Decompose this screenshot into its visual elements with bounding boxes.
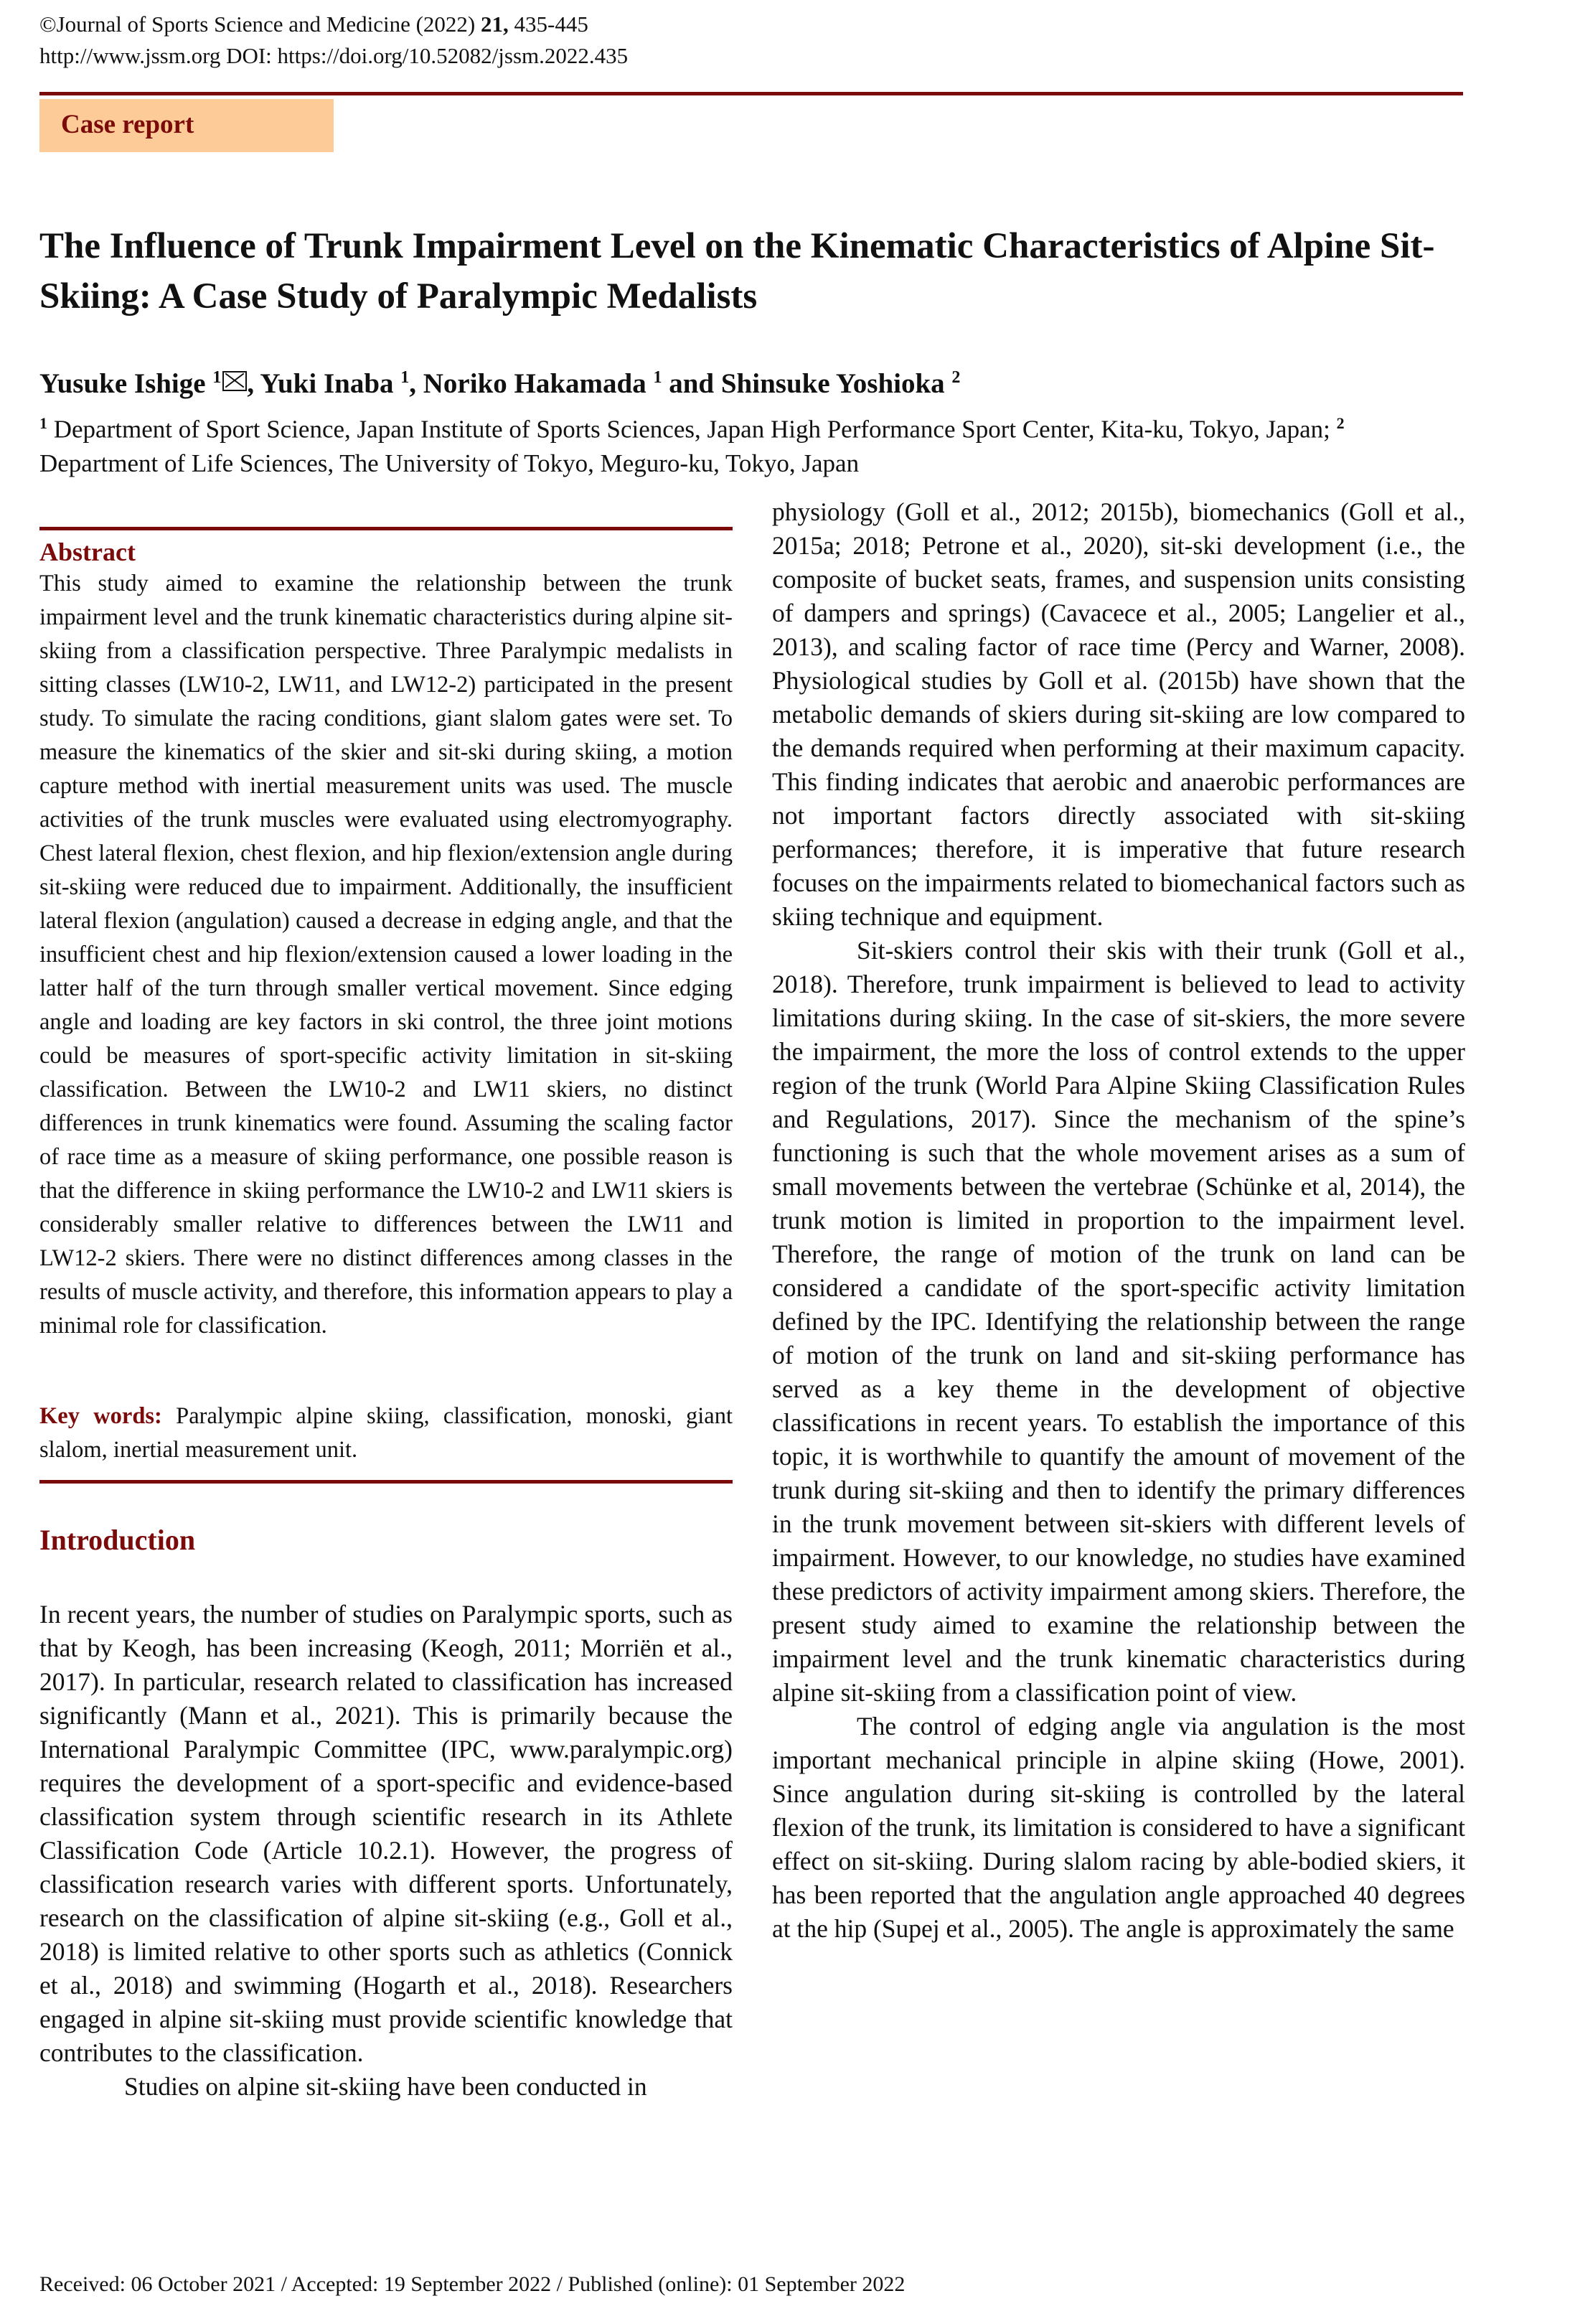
paragraph: Studies on alpine sit-skiing have been conducted in xyxy=(124,2072,647,2101)
article-title: The Influence of Trunk Impairment Level on the Kinematic Characteristics of Alpine Sit-Skiing: A Case Study of Paralympic Medalists xyxy=(39,226,1435,317)
article-type-badge: Case report xyxy=(39,99,334,152)
keywords-bottom-divider xyxy=(39,1480,733,1484)
publication-dates: Received: 06 October 2021 / Accepted: 19 September 2022 / Published (online): 01 September 2022 xyxy=(39,2272,906,2296)
author-name: Yuki Inaba xyxy=(260,368,394,399)
keywords-label: Key words: xyxy=(39,1403,162,1429)
paragraph: Sit-skiers control their skis with their trunk (Goll et al., 2018). Therefore, trunk impairment is believed to lead to activity limitations during skiing. In the case of sit-skiers, the more severe the impairment, the more the loss of control extends to the upper region of the trunk (World Para Alpine Skiing Classification Rules and Regulations, 2017). Since the mechanism of the spine’s functioning is such that the whole movement arises as a sum of small movements between the vertebrae (Schünke et al, 2014), the trunk motion is limited in proportion to the impairment level. Therefore, the range of motion of the trunk on land can be considered a candidate of the sport-specific activity limitation defined by the IPC. Identifying the relationship between the range of motion of the trunk on land and sit-skiing performance has served as a key theme in the development of objective classifications in recent years. To establish the importance of this topic, it is worthwhile to quantify the amount of movement of the trunk during sit-skiing and then to identify the primary differences in the trunk movement between sit-skiers with different levels of impairment. However, to our knowledge, no studies have examined these predictors of activity impairment among skiers. Therefore, the present study aimed to examine the relationship between the impairment level and the trunk kinematic characteristics during alpine sit-skiing from a classification point of view. xyxy=(772,936,1465,1707)
author-name: Yusuke Ishige xyxy=(39,368,206,399)
email-envelope-icon[interactable] xyxy=(222,371,247,391)
introduction-right-column xyxy=(772,495,1465,1946)
paragraph: physiology (Goll et al., 2012; 2015b), biomechanics (Goll et al., 2015a; 2018; Petrone et al., 2020), sit-ski development (i.e., the composite of bucket seats, frames, and suspension units consisting of dampers and springs) (Cavacece et al., 2005; Langelier et al., 2013), and scaling factor of race time (Percy and Warner, 2008). Physiological studies by Goll et al. (2015b) have shown that the metabolic demands of skiers during sit-skiing are low compared to the demands required when performing at their maximum capacity. This finding indicates that aerobic and anaerobic performances are not important factors directly associated with sit-skiing performances; therefore, it is imperative that future research focuses on the impairments related to biomechanical factors such as skiing technique and equipment. xyxy=(772,497,1465,931)
author-list: Yusuke Ishige $^1$ , Yuki Inaba $^1$, Noriko Hakamada $^1$ and Shinsuke Yoshioka $^2$ xyxy=(39,368,961,399)
abstract-body: This study aimed to examine the relationship between the trunk impairment level and the trunk kinematic characteristics during alpine sit-skiing from a classification perspective. Three Paralympic medalists in sitting classes (LW10-2, LW11, and LW12-2) participated in the present study. To simulate the racing conditions, giant slalom gates were set. To measure the kinematics of the skier and sit-ski during skiing, a motion capture method with inertial measurement units was used. The muscle activities of the trunk muscles were evaluated using electromyography. Chest lateral flexion, chest flexion, and hip flexion/extension angle during sit-skiing were reduced due to impairment. Additionally, the insufficient lateral flexion (angulation) caused a decrease in edging angle, and that the insufficient chest and hip flexion/extension caused a lower loading in the latter half of the turn through smaller vertical movement. Since edging angle and loading are key factors in ski control, the three joint motions could be measures of sport-specific activity limitation in sit-skiing classification. Between the LW10-2 and LW11 skiers, no distinct differences in trunk kinematics were found. Assuming the scaling factor of race time as a measure of skiing performance, one possible reason is that the difference in skiing performance the LW10-2 and LW11 skiers is considerably smaller relative to differences between the LW11 and LW12-2 skiers. There were no distinct differences among classes in the results of muscle activity, and therefore, this information appears to play a minimal role for classification. xyxy=(39,571,733,1339)
introduction-heading: Introduction xyxy=(39,1524,196,1556)
paragraph: In recent years, the number of studies on Paralympic sports, such as that by Keogh, has been increasing (Keogh, 2011; Morriën et al., 2017). In particular, research related to classification has increased significantly (Mann et al., 2021). This is primarily because the International Paralympic Committee (IPC, www.paralympic.org) requires the development of a sport-specific and evidence-based classification system through scientific research in its Athlete Classification Code (Article 10.2.1). However, the progress of classification research varies with different sports. Unfortunately, research on the classification of alpine sit-skiing (e.g., Goll et al., 2018) is limited relative to other sports such as athletics (Connick et al., 2018) and swimming (Hogarth et al., 2018). Researchers engaged in alpine sit-skiing must provide scientific knowledge that contributes to the classification. xyxy=(39,1600,733,2067)
abstract-heading: Abstract xyxy=(39,538,136,566)
author-name: Noriko Hakamada xyxy=(423,368,646,399)
introduction-left-column xyxy=(39,1598,733,2104)
top-divider xyxy=(39,92,1463,95)
doi-line[interactable]: http://www.jssm.org DOI: https://doi.org/10.52082/jssm.2022.435 xyxy=(39,43,629,68)
affiliations: $^1$ Department of Sport Science, Japan Institute of Sports Sciences, Japan High Performance Sport Center, Kita-ku, Tokyo, Japan; $^2$ Department of Life Sciences, The University of Tokyo, Meguro-ku, Tokyo, Japan xyxy=(39,414,1345,477)
journal-citation: ©Journal of Sports Science and Medicine (2022) 21, 435-445 xyxy=(39,11,588,37)
abstract-top-divider xyxy=(39,527,733,530)
journal-header xyxy=(39,9,628,72)
paragraph: The control of edging angle via angulation is the most important mechanical principle in alpine skiing (Howe, 2001). Since angulation during sit-skiing is controlled by the lateral flexion of the trunk, its limitation is considered to have a significant effect on sit-skiing. During slalom racing by able-bodied skiers, it has been reported that the angulation angle approached 40 degrees at the hip (Supej et al., 2005). The angle is approximately the same xyxy=(772,1712,1465,1943)
volume-number: 21, xyxy=(481,11,509,37)
keywords: Key words: Paralympic alpine skiing, classification, monoski, giant slalom, inertial measurement unit. xyxy=(39,1403,733,1463)
author-name: Shinsuke Yoshioka xyxy=(720,368,945,399)
